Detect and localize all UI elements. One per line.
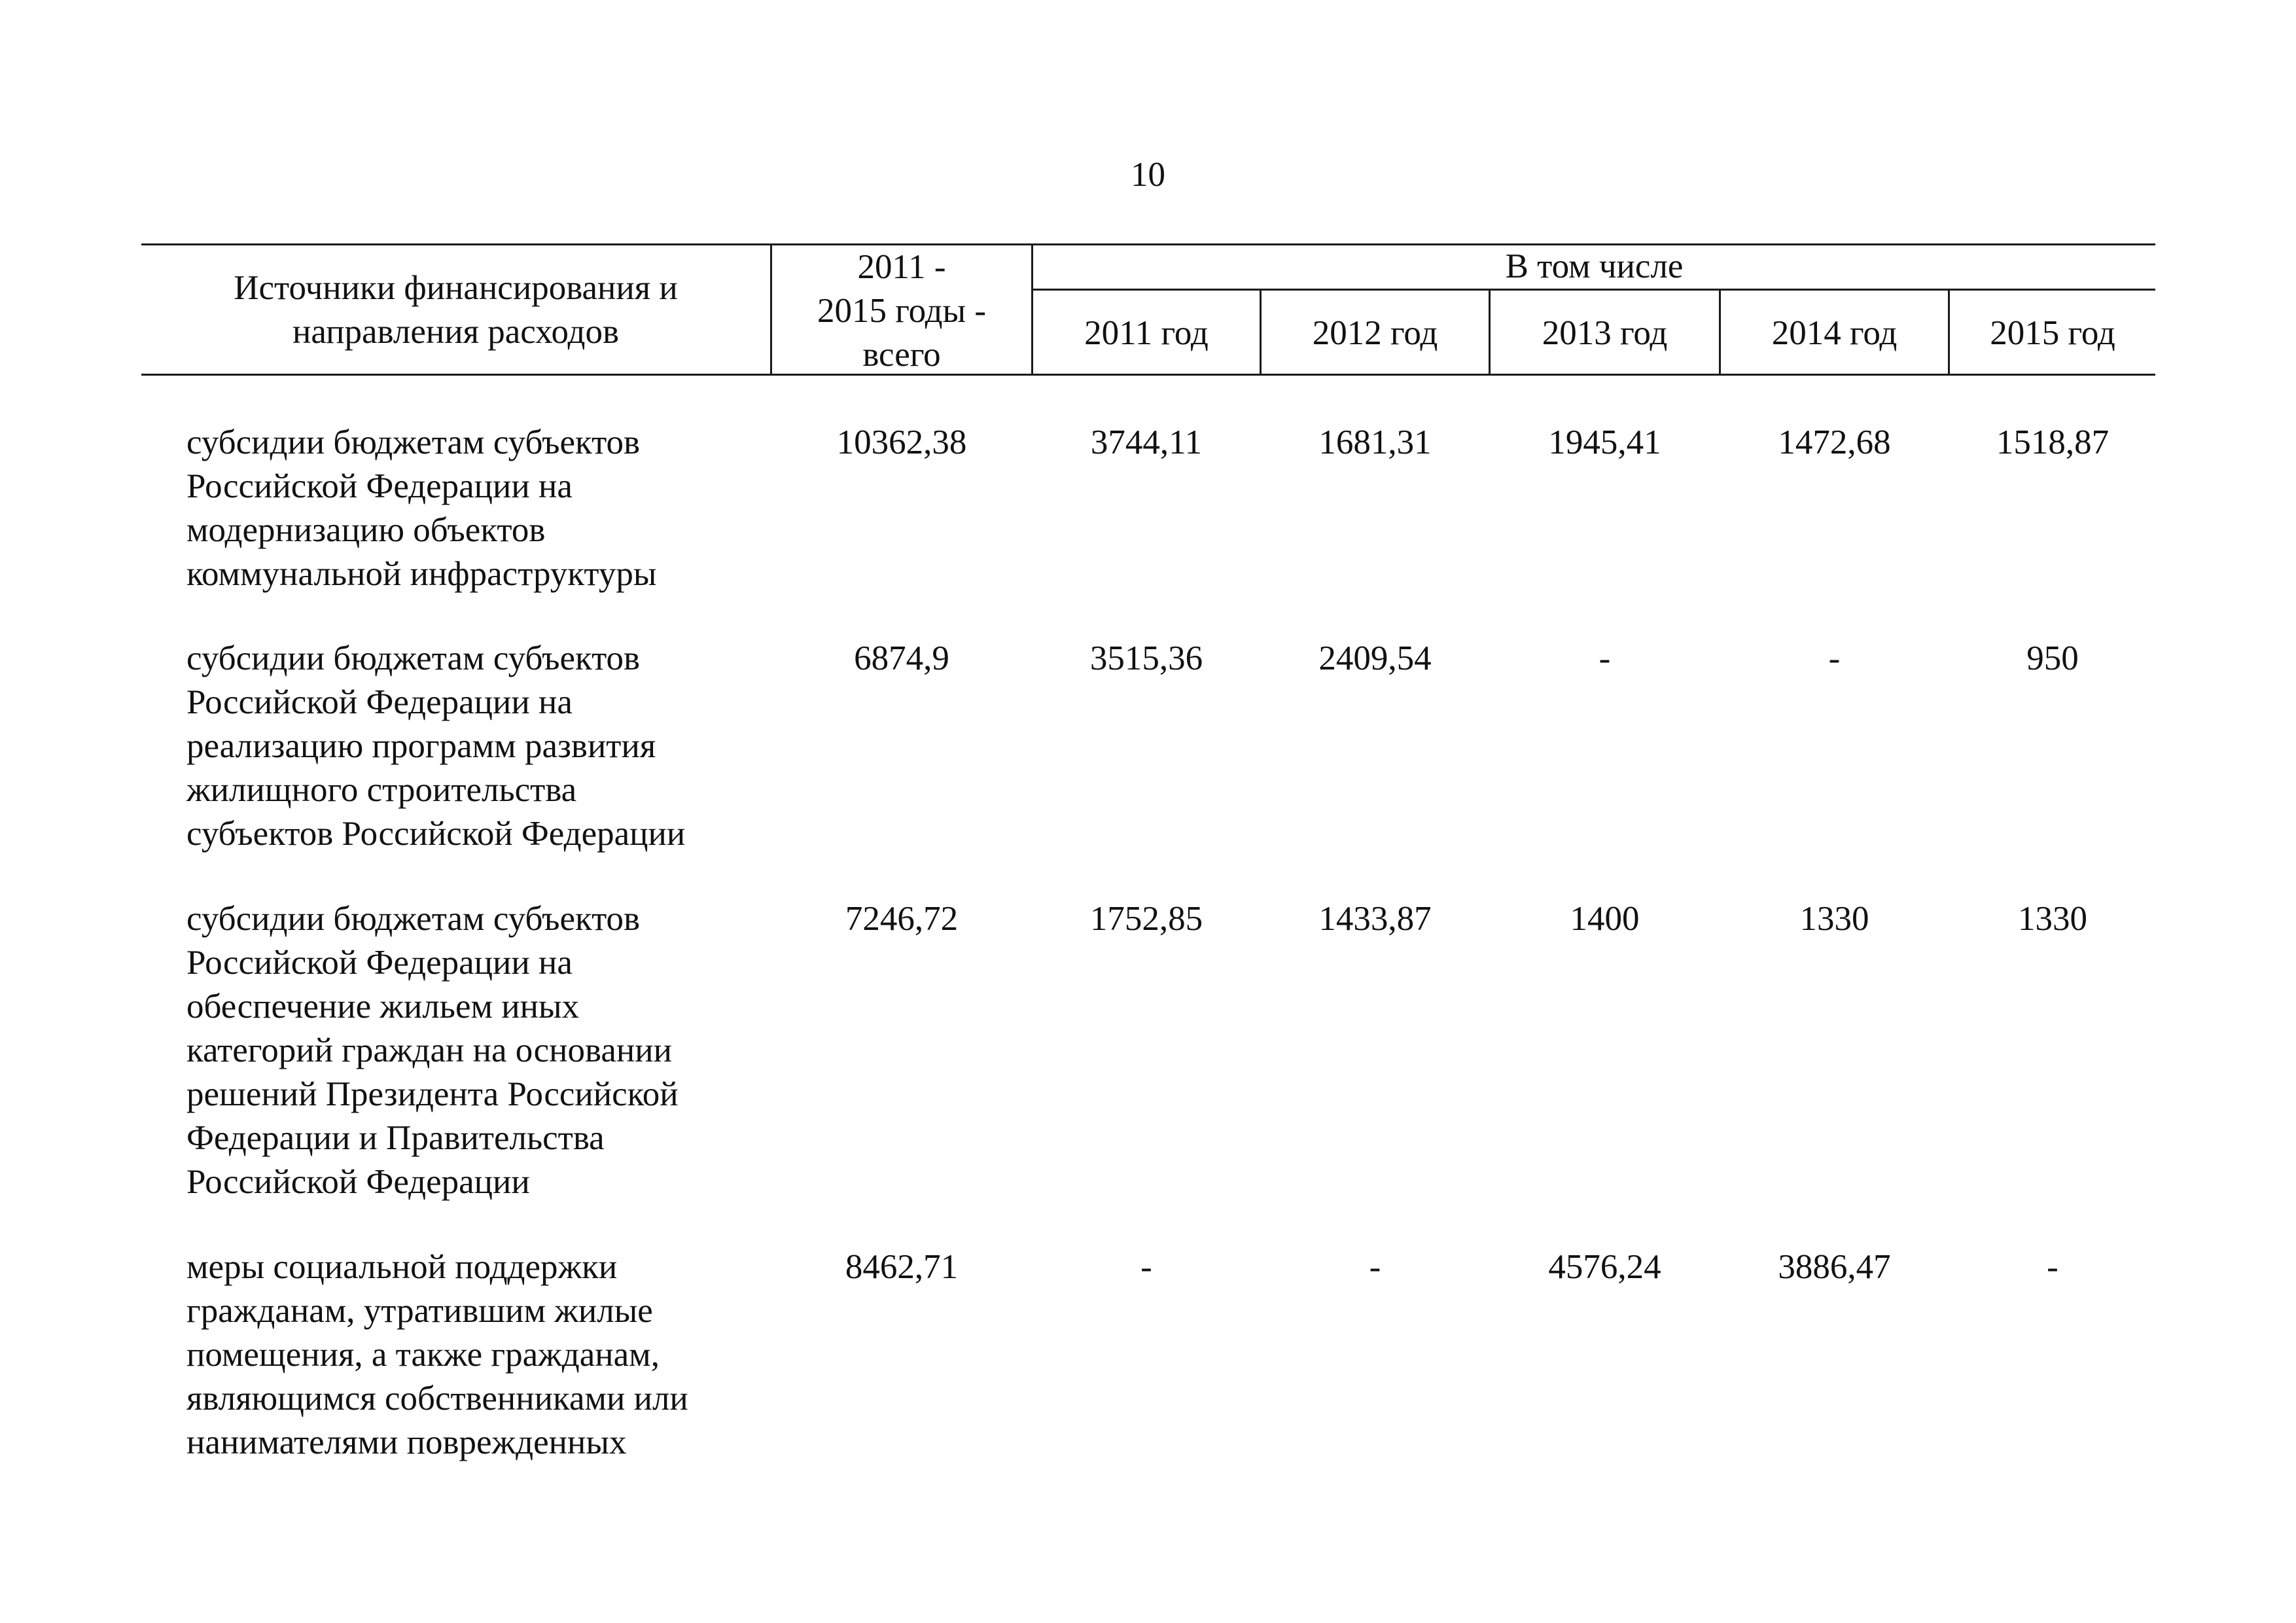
row-value-2013: 1945,41 (1548, 423, 1661, 461)
header-group-label: В том числе (1505, 247, 1684, 285)
row-value-2015: 1330 (2018, 900, 2087, 938)
row-label-line: коммунальной инфраструктуры (186, 555, 657, 593)
row-value-2012: 2409,54 (1318, 639, 1432, 677)
header-source-line: Источники финансирования и (234, 269, 678, 307)
row-value-2012: - (1369, 1248, 1381, 1286)
table-row-label (186, 421, 775, 596)
row-total-value: 6874,9 (854, 639, 949, 677)
row-label-line: Федерации и Правительства (186, 1119, 605, 1157)
row-total-value: 8462,71 (845, 1248, 959, 1286)
group-header-rule (1033, 289, 2155, 291)
row-value-2014: 1472,68 (1778, 423, 1891, 461)
table-row-label (186, 1245, 775, 1465)
header-year-2012: 2012 год (1312, 314, 1438, 352)
header-total-line: 2015 годы - (817, 292, 987, 330)
table-row-label (186, 897, 775, 1204)
row-value-2013: - (1598, 639, 1611, 677)
header-year-2011: 2011 год (1084, 314, 1209, 352)
row-label-line: жилищного строительства (186, 771, 577, 809)
row-label-line: реализацию программ развития (186, 727, 656, 765)
row-label-line: помещения, а также гражданам, (186, 1336, 660, 1374)
row-value-2015: 1518,87 (1996, 423, 2110, 461)
header-year-2013: 2013 год (1542, 314, 1668, 352)
row-value-2012: 1433,87 (1318, 900, 1432, 938)
row-value-2014: - (1828, 639, 1841, 677)
row-label-line: Российской Федерации на (186, 683, 573, 721)
row-label-line: модернизацию объектов (186, 511, 546, 549)
row-label-line: нанимателями поврежденных (186, 1423, 627, 1461)
page-number: 10 (1131, 156, 1165, 194)
row-value-2011: 1752,85 (1089, 900, 1203, 938)
header-total-column (772, 245, 1031, 377)
header-year-2014: 2014 год (1771, 314, 1898, 352)
row-label-line: категорий граждан на основании (186, 1031, 672, 1069)
row-value-2013: 1400 (1570, 900, 1640, 938)
row-value-2011: 3515,36 (1089, 639, 1203, 677)
row-value-2012: 1681,31 (1318, 423, 1432, 461)
row-label-line: Российской Федерации на (186, 467, 573, 505)
row-value-2014: 1330 (1799, 900, 1869, 938)
row-value-2011: 3744,11 (1090, 423, 1203, 461)
header-source-column (141, 266, 770, 354)
row-total-value: 7246,72 (845, 900, 959, 938)
row-value-2014: 3886,47 (1778, 1248, 1891, 1286)
row-value-2011: - (1140, 1248, 1152, 1286)
row-total-value: 10362,38 (836, 423, 967, 461)
row-label-line: Российской Федерации (186, 1163, 530, 1201)
header-source-line: направления расходов (292, 313, 620, 351)
row-label-line: субсидии бюджетам субъектов (186, 900, 641, 938)
row-label-line: меры социальной поддержки (186, 1248, 618, 1286)
header-bottom-rule (141, 374, 2155, 376)
row-value-2015: - (2047, 1248, 2058, 1286)
row-label-line: решений Президента Российской (186, 1075, 679, 1113)
row-label-line: Российской Федерации на (186, 944, 573, 982)
table-row-label (186, 637, 775, 856)
row-value-2015: 950 (2026, 639, 2079, 677)
row-label-line: обеспечение жильем иных (186, 988, 580, 1026)
row-label-line: являющимся собственниками или (186, 1380, 688, 1418)
row-label-line: гражданам, утратившим жилые (186, 1292, 653, 1330)
row-label-line: субъектов Российской Федерации (186, 815, 686, 853)
row-value-2013: 4576,24 (1548, 1248, 1661, 1286)
row-label-line: субсидии бюджетам субъектов (186, 423, 641, 461)
header-year-2015: 2015 год (1990, 314, 2115, 352)
header-total-line: 2011 - (857, 248, 946, 286)
header-total-line: всего (862, 336, 941, 374)
row-label-line: субсидии бюджетам субъектов (186, 639, 641, 677)
